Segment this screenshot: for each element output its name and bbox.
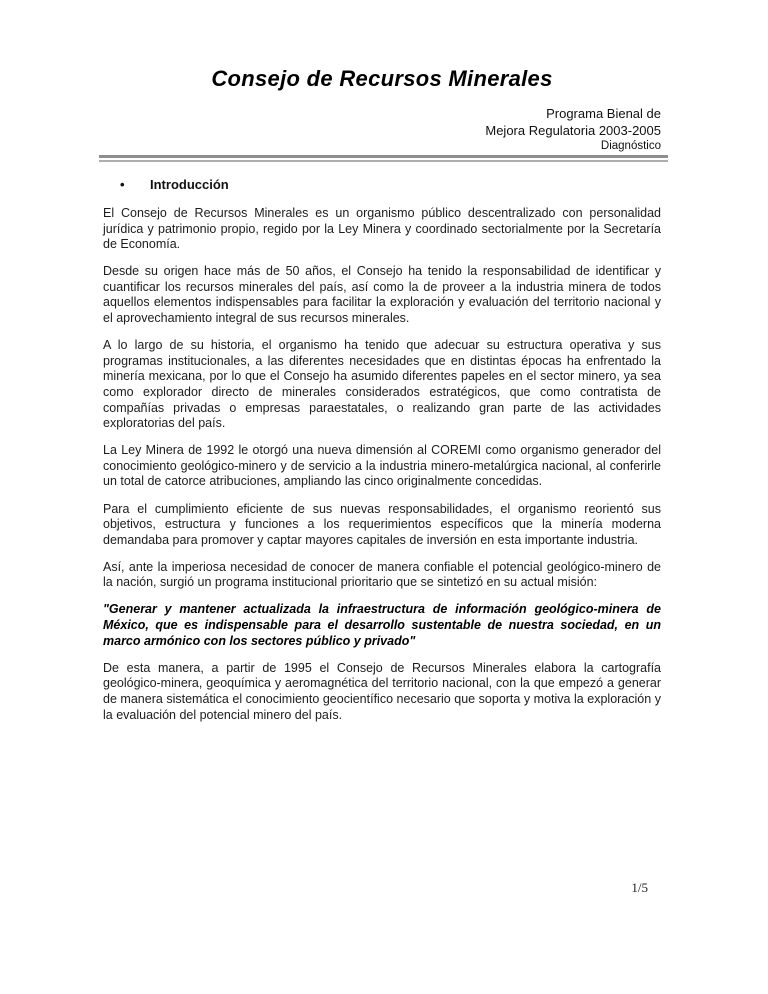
subtitle-tagline: Diagnóstico bbox=[600, 140, 661, 152]
page-number: 1/5 bbox=[631, 880, 648, 895]
section-heading-introduccion bbox=[120, 177, 661, 193]
paragraph-intro-6: Así, ante la imperiosa necesidad de conocer de manera confiable el potencial geológico-minero de la nación, surgió un programa institucional prioritario que se sintetizó en su actual misión: bbox=[103, 559, 661, 590]
document-content bbox=[103, 0, 661, 723]
paragraph-intro-1: El Consejo de Recursos Minerales es un organismo público descentralizado con personalidad jurídica y patrimonio propio, regido por la Ley Minera y coordinado sectorialmente por la Secretaría de Economía. bbox=[103, 206, 661, 252]
paragraph-intro-3: A lo largo de su historia, el organismo ha tenido que adecuar su estructura operativa y sus programas institucionales, a las diferentes necesidades que en distintas épocas ha enfrentado la minería mexicana, por lo que el Consejo ha asumido diferentes papeles en el sector minero, ya sea como explorador directo de minerales considerados estratégicos, que como contratista de compañías privadas o empresas paraestatales, o realizando gran parte de las actividades exploratorias del país. bbox=[103, 338, 661, 431]
document-title: Consejo de Recursos Minerales bbox=[211, 66, 553, 91]
subtitle-line-1: Programa Bienal de bbox=[546, 106, 661, 121]
mission-quote: "Generar y mantener actualizada la infraestructura de información geológico-minera de México, que es indispensable para el desarrollo sustentable de nuestra sociedad, en un marco armónico con los sectores público y privado" bbox=[103, 602, 661, 648]
paragraph-intro-4: La Ley Minera de 1992 le otorgó una nueva dimensión al COREMI como organismo generador del conocimiento geológico-minero y de servicio a la industria minero-metalúrgica nacional, al conferirle un total de catorce atribuciones, ampliando las cinco originalmente concedidas. bbox=[103, 443, 661, 489]
paragraph-intro-5: Para el cumplimiento eficiente de sus nuevas responsabilidades, el organismo reorientó sus objetivos, estructura y funciones a los requerimientos específicos que la minería moderna demandaba para promover y captar mayores capitales de inversión en esta importante industria. bbox=[103, 501, 661, 547]
section-heading-label: Introducción bbox=[150, 177, 229, 192]
subtitle-line-2: Mejora Regulatoria 2003-2005 bbox=[485, 123, 661, 138]
document-subtitle bbox=[103, 105, 661, 154]
paragraph-intro-2: Desde su origen hace más de 50 años, el Consejo ha tenido la responsabilidad de identificar y cuantificar los recursos minerales del país, así como la de proveer a la industria minera de todos aquellos elementos indispensables para facilitar la exploración y evaluación del territorio nacional y el aprovechamiento integral de sus recursos minerales. bbox=[103, 264, 661, 326]
bullet-icon: • bbox=[120, 177, 125, 192]
paragraph-closing: De esta manera, a partir de 1995 el Consejo de Recursos Minerales elabora la cartografía geológico-minera, geoquímica y aeromagnética del territorio nacional, con la que empezó a generar de manera sistemática el conocimiento geocientífico necesario que soporta y motiva la exploración y la evaluación del potencial minero del país. bbox=[103, 660, 661, 722]
header-divider-rule bbox=[99, 155, 668, 162]
